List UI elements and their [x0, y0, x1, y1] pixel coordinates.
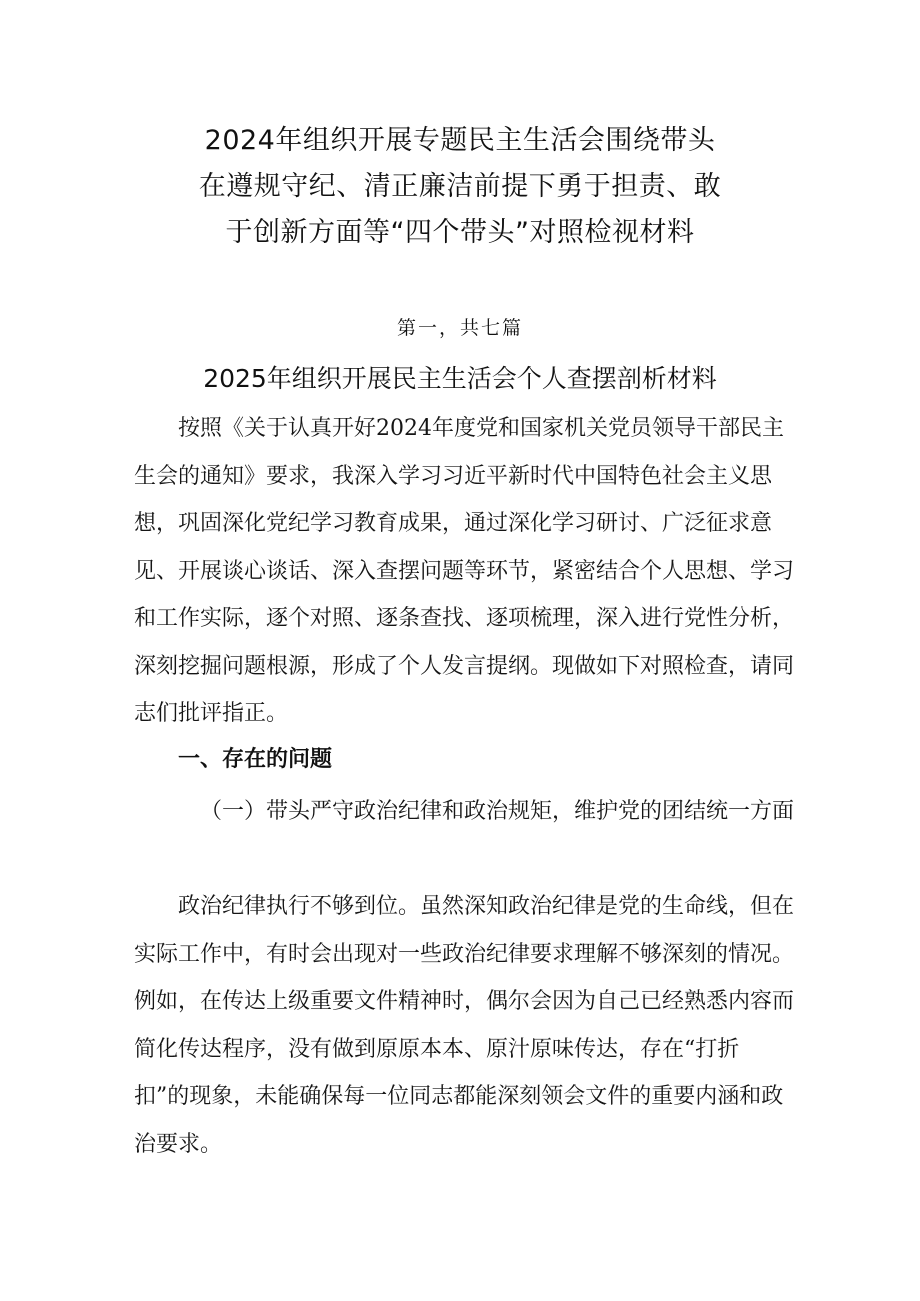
section-heading: 一、存在的问题: [178, 747, 333, 772]
subsection-heading: （一）带头严守政治纪律和政治规矩，维护党的团结统一方面: [200, 799, 795, 824]
document-title: [0, 118, 920, 256]
discipline-paragraph: 政治纪律执行不够到位。虽然深知政治纪律是党的生命线，但在实际工作中，有时会出现对一些政治纪律要求理解不够深刻的情况。例如，在传达上级重要文件精神时，偶尔会因为自己已经熟悉内容而简化传达程序，没有做到原原本本、原汁原味传达，存在“打折扣”的现象，未能确保每一位同志都能深刻领会文件的重要内涵和政治要求。: [134, 894, 795, 1157]
part-label: 第一，共七篇: [396, 317, 523, 339]
title-line-1: 2024年组织开展专题民主生活会围绕带头: [204, 125, 716, 156]
title-line-2: 在遵规守纪、清正廉洁前提下勇于担责、敢: [198, 171, 722, 202]
title-line-3: 于创新方面等“四个带头”对照检视材料: [225, 217, 695, 248]
intro-paragraph: 按照《关于认真开好2024年度党和国家机关党员领导干部民主生会的通知》要求，我深入学习习近平新时代中国特色社会主义思想，巩固深化党纪学习教育成果，通过深化学习研讨、广泛征求意见、开展谈心谈话、深入查摆问题等环节，紧密结合个人思想、学习和工作实际，逐个对照、逐条查找、逐项梳理，深入进行党性分析，深刻挖掘问题根源，形成了个人发言提纲。现做如下对照检查，请同志们批评指正。: [134, 416, 795, 726]
document-subtitle: 2025年组织开展民主生活会个人查摆剖析材料: [203, 364, 717, 393]
